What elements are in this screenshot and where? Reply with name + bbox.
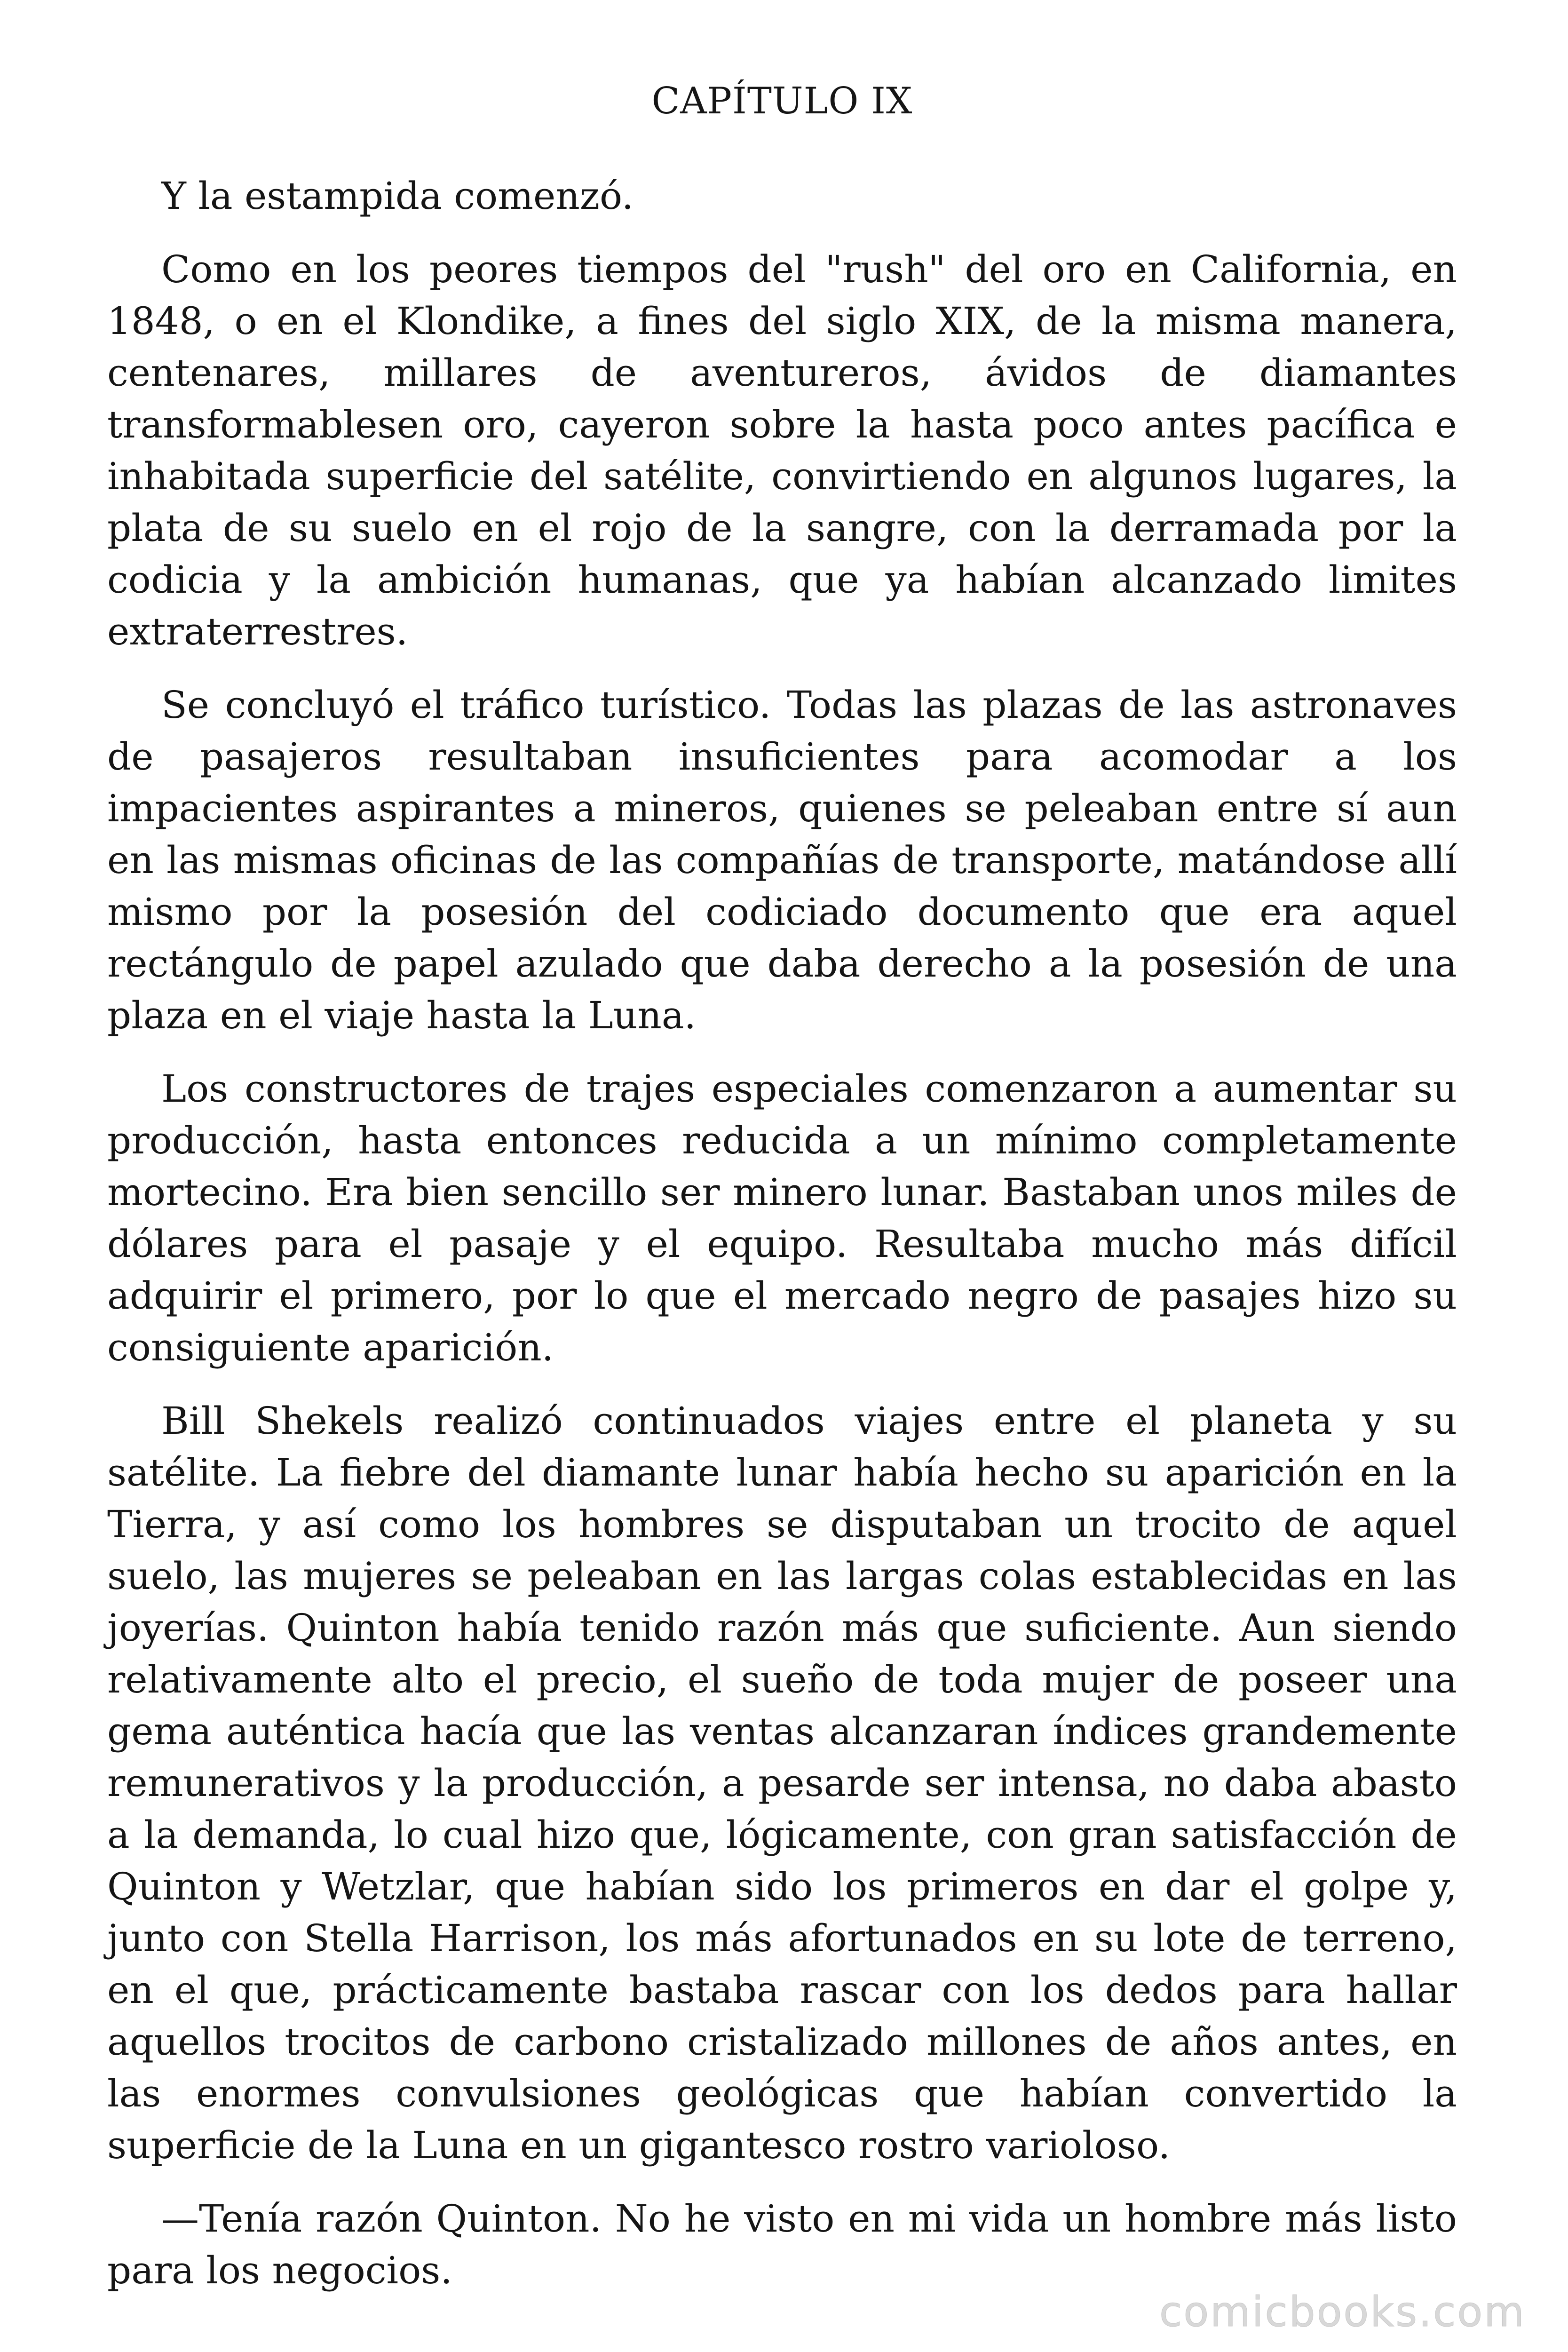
paragraph-2: Como en los peores tiempos del "rush" del oro en California, en 1848, o en el Klondike, a fines del siglo XIX, de la misma manera, centenares, millares de aventureros, ávidos de diamantes transformablesen oro, cayeron sobre la hasta poco antes pacífica e inhabitada superficie del satélite, convirtiendo en algunos lugares, la plata de su suelo en el rojo de la sangre, con la derramada por la codicia y la ambición humanas, que ya habían alcanzado limites extraterrestres.: [107, 247, 1457, 653]
book-page: [107, 75, 1457, 2318]
watermark: comicbooks.com: [1159, 2288, 1526, 2336]
chapter-title: CAPÍTULO IX: [651, 80, 913, 122]
paragraph-3: Se concluyó el tráfico turístico. Todas las plazas de las astronaves de pasajeros resultaban insuficientes para acomodar a los impacientes aspirantes a mineros, quienes se peleaban entre sí aun en las mismas oficinas de las compañías de transporte, matándose allí mismo por la posesión del codiciado documento que era aquel rectángulo de papel azulado que daba derecho a la posesión de una plaza en el viaje hasta la Luna.: [107, 683, 1457, 1037]
paragraph-1: Y la estampida comenzó.: [161, 174, 634, 218]
paragraph-6: —Tenía razón Quinton. No he visto en mi vida un hombre más listo para los negocios.: [107, 2197, 1457, 2292]
paragraph-4: Los constructores de trajes especiales comenzaron a aumentar su producción, hasta entonces reducida a un mínimo completamente mortecino. Era bien sencillo ser minero lunar. Bastaban unos miles de dólares para el pasaje y el equipo. Resultaba mucho más difícil adquirir el primero, por lo que el mercado negro de pasajes hizo su consiguiente aparición.: [107, 1067, 1457, 1369]
paragraph-5: Bill Shekels realizó continuados viajes entre el planeta y su satélite. La fiebre del diamante lunar había hecho su aparición en la Tierra, y así como los hombres se disputaban un trocito de aquel suelo, las mujeres se peleaban en las largas colas establecidas en las joyerías. Quinton había tenido razón más que suficiente. Aun siendo relativamente alto el precio, el sueño de toda mujer de poseer una gema auténtica hacía que las ventas alcanzaran índices grandemente remunerativos y la producción, a pesarde ser intensa, no daba abasto a la demanda, lo cual hizo que, lógicamente, con gran satisfacción de Quinton y Wetzlar, que habían sido los primeros en dar el golpe y, junto con Stella Harrison, los más afortunados en su lote de terreno, en el que, prácticamente bastaba rascar con los dedos para hallar aquellos trocitos de carbono cristalizado millones de años antes, en las enormes convulsiones geológicas que habían convertido la superficie de la Luna en un gigantesco rostro varioloso.: [107, 1399, 1457, 2167]
